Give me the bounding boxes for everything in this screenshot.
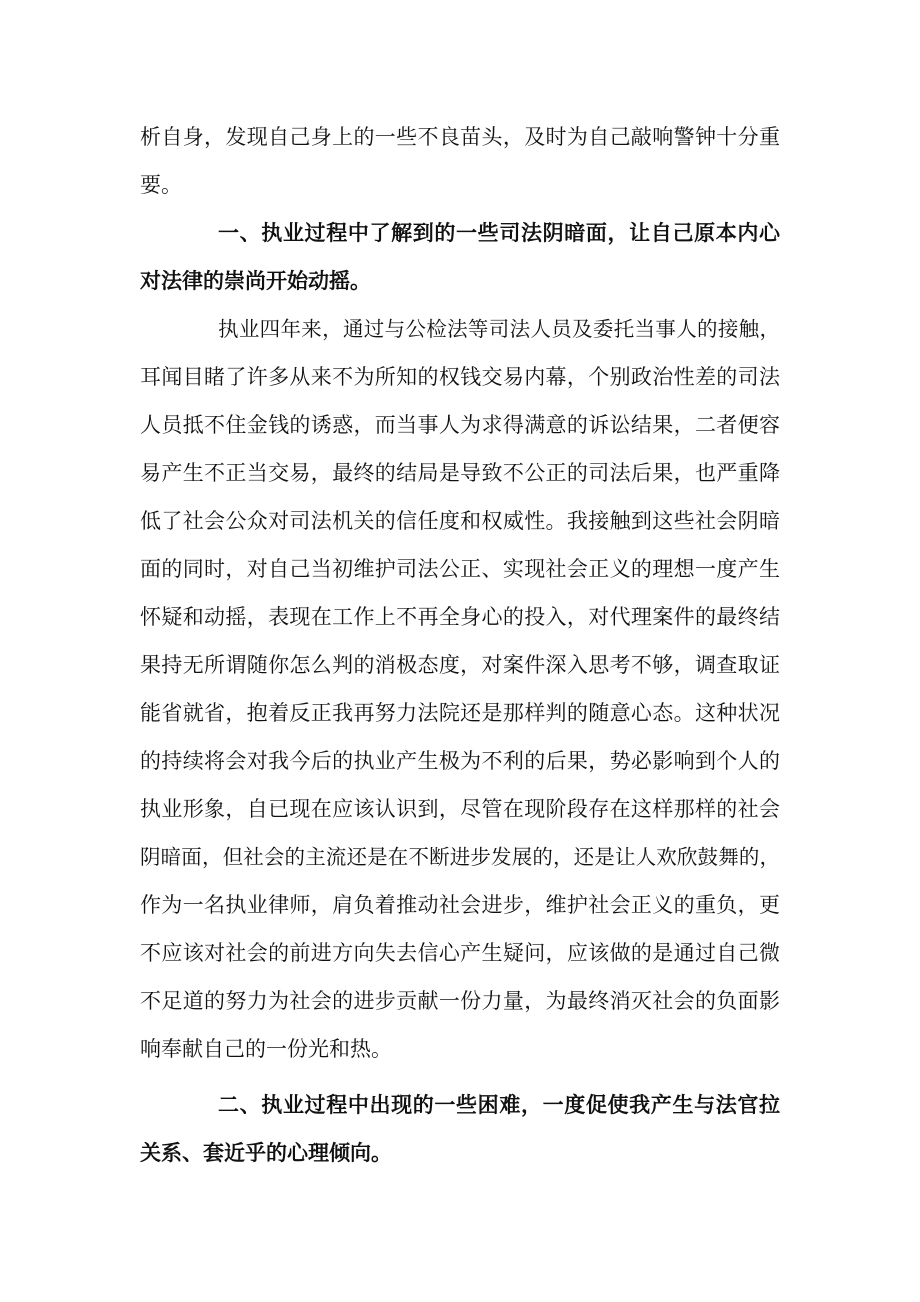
paragraph-1-line-4: 易产生不正当交易，最终的结局是导致不公正的司法后果，也严重降 xyxy=(140,461,780,485)
paragraph-1-line-16: 响奉献自己的一份光和热。 xyxy=(140,1037,392,1061)
paragraph-1-line-10: 的持续将会对我今后的执业产生极为不利的后果，势必影响到个人的 xyxy=(140,749,780,773)
paragraph-1-line-3: 人员抵不住金钱的诱惑，而当事人为求得满意的诉讼结果，二者便容 xyxy=(140,413,780,437)
intro-line-1: 析自身，发现自己身上的一些不良苗头，及时为自己敲响警钟十分重 xyxy=(140,125,780,149)
heading-2-line-1: 二、执业过程中出现的一些困难，一度促使我产生与法官拉 xyxy=(218,1093,780,1117)
paragraph-1-line-2: 耳闻目睹了许多从来不为所知的权钱交易内幕，个别政治性差的司法 xyxy=(140,365,780,389)
intro-line-2: 要。 xyxy=(140,173,182,197)
paragraph-1-line-15: 不足道的努力为社会的进步贡献一份力量，为最终消灭社会的负面影 xyxy=(140,989,780,1013)
heading-1-line-1: 一、执业过程中了解到的一些司法阴暗面，让自己原本内心 xyxy=(218,221,780,245)
paragraph-1-line-9: 能省就省，抱着反正我再努力法院还是那样判的随意心态。这种状况 xyxy=(140,701,780,725)
paragraph-1-line-6: 面的同时，对自己当初维护司法公正、实现社会正义的理想一度产生 xyxy=(140,557,780,581)
paragraph-1-line-5: 低了社会公众对司法机关的信任度和权威性。我接触到这些社会阴暗 xyxy=(140,509,780,533)
paragraph-1-line-12: 阴暗面，但社会的主流还是在不断进步发展的，还是让人欢欣鼓舞的， xyxy=(140,845,780,869)
paragraph-1-line-8: 果持无所谓随你怎么判的消极态度，对案件深入思考不够，调查取证 xyxy=(140,653,780,677)
paragraph-1-line-1: 执业四年来，通过与公检法等司法人员及委托当事人的接触， xyxy=(218,317,780,341)
heading-1-line-2: 对法律的崇尚开始动摇。 xyxy=(140,269,371,293)
paragraph-1-line-13: 作为一名执业律师，肩负着推动社会进步，维护社会正义的重负，更 xyxy=(140,893,780,917)
paragraph-1-line-14: 不应该对社会的前进方向失去信心产生疑问，应该做的是通过自己微 xyxy=(140,941,780,965)
paragraph-1-line-7: 怀疑和动摇，表现在工作上不再全身心的投入，对代理案件的最终结 xyxy=(140,605,780,629)
paragraph-1-line-11: 执业形象，自已现在应该认识到，尽管在现阶段存在这样那样的社会 xyxy=(140,797,780,821)
heading-2-line-2: 关系、套近乎的心理倾向。 xyxy=(140,1141,392,1165)
